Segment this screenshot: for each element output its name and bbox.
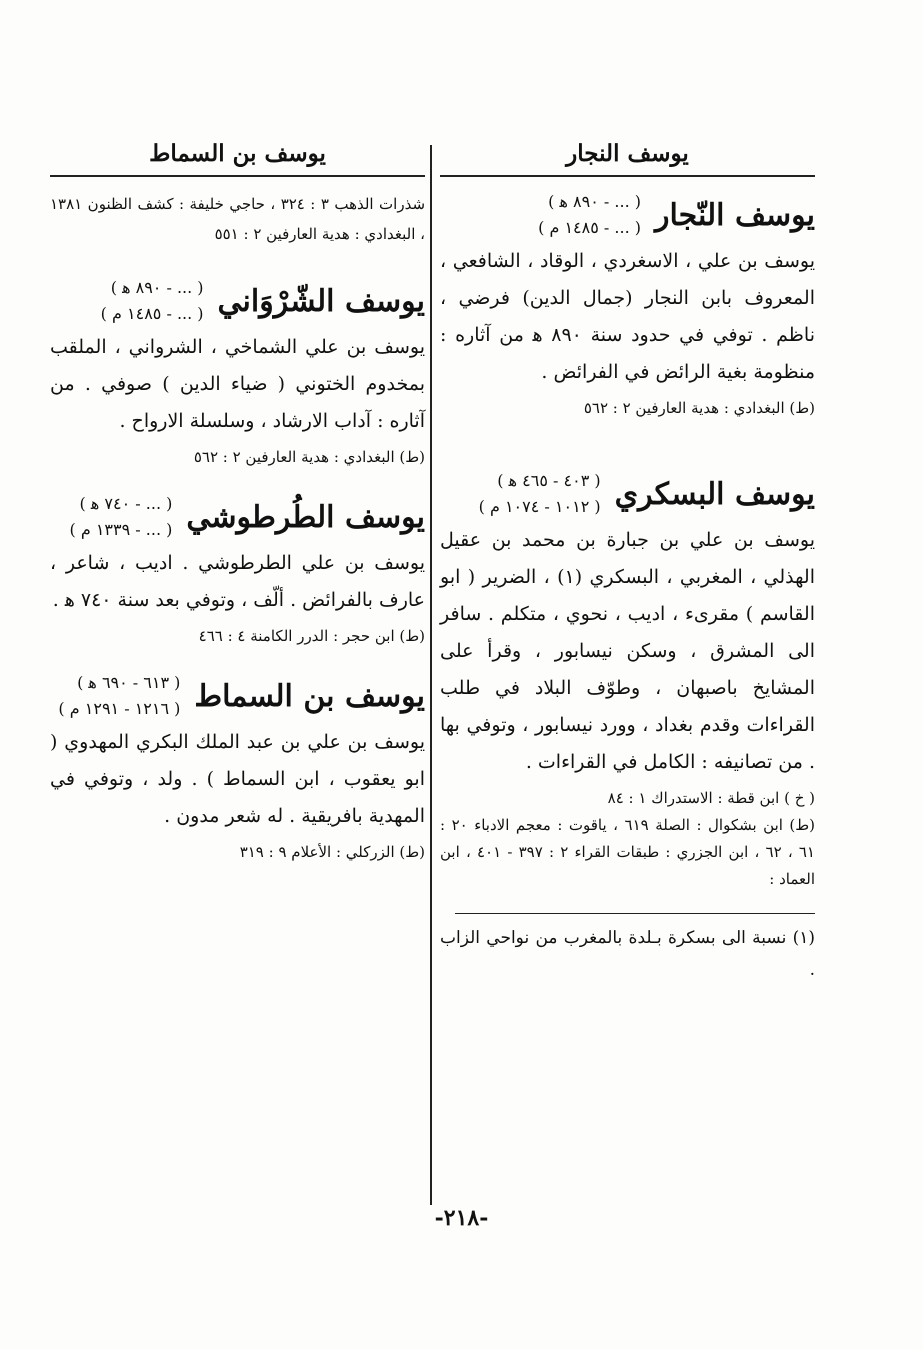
entry-body: يوسف بن علي الشماخي ، الشرواني ، الملقب بمخدوم الختوني ( ضياء الدين ) صوفي . من آثاره : آداب الارشاد ، وسلسلة الارواح . (50, 336, 425, 432)
entry-name: يوسف بن السماط (194, 678, 425, 714)
dates-gregorian: ( ١٢١٦ - ١٢٩١ م ) (58, 699, 181, 718)
entry-title (50, 491, 425, 543)
right-column-header: يوسف النجار (440, 140, 815, 177)
entry-dates (101, 275, 204, 327)
entry-dates (58, 670, 180, 722)
entry-body: يوسف بن علي الطرطوشي . اديب ، شاعر ، عارف بالفرائض . ألّف ، وتوفي بعد سنة ٧٤٠ ﻫ . (50, 552, 425, 611)
footnote-rule (455, 913, 815, 914)
entry-title (440, 468, 815, 520)
left-column-header: يوسف بن السماط (50, 140, 425, 177)
entry-dates (538, 189, 641, 241)
footnote: (١) نسبة الى بسكرة بـلدة بالمغرب من نواحي الزاب . (440, 928, 815, 980)
entry-dates (479, 468, 601, 520)
entry-sources: (ط) البغدادي : هدية العارفين ٢ : ٥٦٢ (583, 399, 815, 417)
entry-title (50, 275, 425, 327)
continued-sources: شذرات الذهب ٣ : ٣٢٤ ، حاجي خليفة : كشف الظنون ١٣٨١ ، البغدادي : هدية العارفين ٢ : ٥٥١ (50, 195, 426, 243)
column-divider (430, 145, 432, 1205)
dates-hijri: ( ... - ٨٩٠ ﻫ ) (548, 192, 641, 211)
page-number: -٢١٨- (434, 1205, 489, 1231)
dates-gregorian: ( ... - ١٣٣٩ م ) (69, 520, 173, 539)
dates-hijri: ( ٦١٣ - ٦٩٠ ﻫ ) (77, 673, 181, 692)
entry-sources: (ط) البغدادي : هدية العارفين ٢ : ٥٦٢ (193, 448, 425, 466)
entry-body: يوسف بن علي ، الاسغردي ، الوقاد ، الشافعي ، المعروف بابن النجار (جمال الدين) فرضي ، ناظم . توفي في حدود سنة ٨٩٠ ﻫ من آثاره : منظومة بغية الرائض في الفرائض . (440, 250, 815, 383)
entry-dates (69, 491, 172, 543)
entry-sources: (ط) ابن حجر : الدرر الكامنة ٤ : ٤٦٦ (198, 627, 425, 645)
dates-hijri: ( ... - ٧٤٠ ﻫ ) (79, 494, 173, 513)
entry-yusuf-al-shirwani (50, 275, 425, 471)
entry-sources-manuscript: ( خ ) ابن قطة : الاستدراك ١ : ٨٤ (607, 789, 815, 807)
entry-body: يوسف بن علي بن عبد الملك البكري المهدوي ( ابو يعقوب ، ابن السماط ) . ولد ، وتوفي في المهدية بافريقية . له شعر مدون . (50, 731, 425, 827)
dates-gregorian: ( ... - ١٤٨٥ م ) (538, 218, 641, 237)
left-column (50, 140, 425, 886)
entry-title (440, 189, 815, 241)
entry-body: يوسف بن علي بن جبارة بن محمد بن عقيل الهذلي ، المغربي ، البسكري (١) ، الضرير ( ابو القاسم ) مقرىء ، اديب ، نحوي ، متكلم . سافر الى المشرق ، وسكن نيسابور ، وقرأ على المشايخ باصبهان ، وطوّف البلاد في طلب القراءات وقدم بغداد ، وورد نيسابور ، وتوفي بها . من تصانيفه : الكامل في القراءات . (440, 529, 815, 773)
entry-yusuf-al-najjar (440, 189, 815, 422)
entry-yusuf-ibn-al-simat (50, 670, 425, 866)
dates-hijri: ( ... - ٨٩٠ ﻫ ) (110, 278, 204, 297)
dates-gregorian: ( ... - ١٤٨٥ م ) (100, 304, 204, 323)
entry-name: يوسف الطُرطوشي (186, 499, 425, 535)
entry-sources: (ط) الزركلي : الأعلام ٩ : ٣١٩ (239, 843, 425, 861)
dates-gregorian: ( ١٠١٢ - ١٠٧٤ م ) (478, 497, 601, 516)
right-column (440, 140, 815, 986)
entry-name: يوسف البسكري (614, 476, 815, 512)
entry-title (50, 670, 425, 722)
entry-yusuf-al-turtushi (50, 491, 425, 650)
entry-name: يوسف الشّرْوَاني (217, 283, 425, 319)
dates-hijri: ( ٤٠٣ - ٤٦٥ ﻫ ) (497, 471, 601, 490)
entry-name: يوسف النّجار (654, 197, 815, 233)
entry-sources-print: (ط) ابن بشكوال : الصلة ٦١٩ ، ياقوت : معجم الادباء ٢٠ : ٦١ ، ٦٢ ، ابن الجزري : طبقات القراء ٢ : ٣٩٧ - ٤٠١ ، ابن العماد : (440, 816, 815, 888)
entry-yusuf-al-biskri (440, 468, 815, 893)
